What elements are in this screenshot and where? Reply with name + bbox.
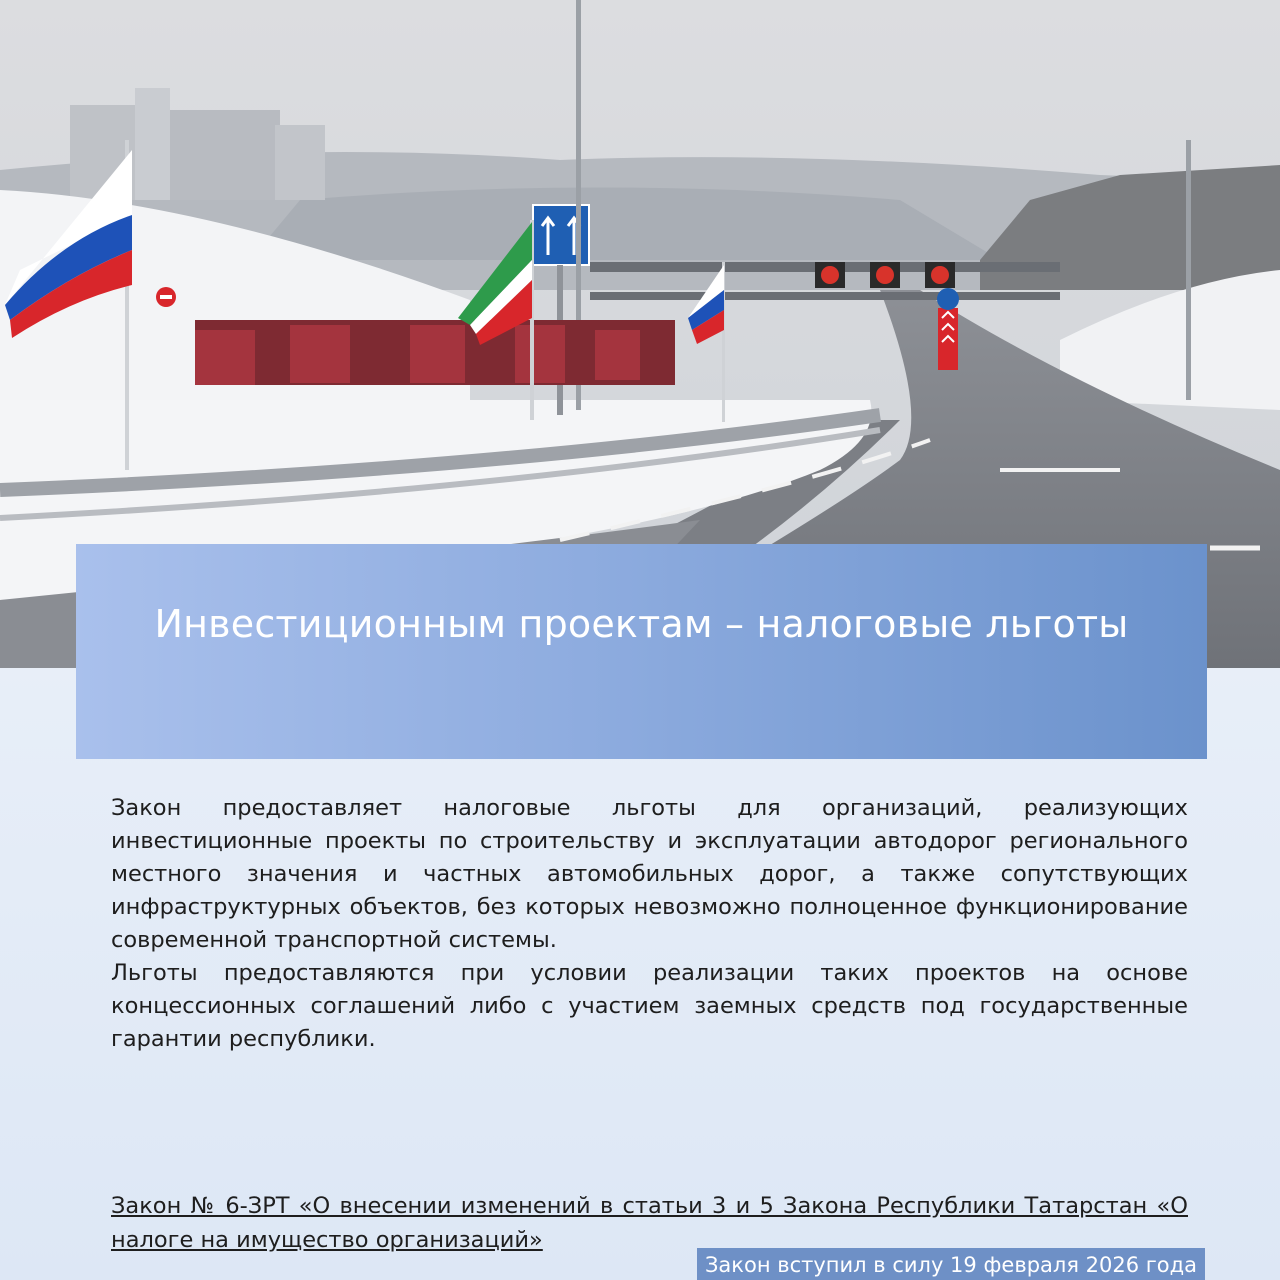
body-paragraph-2: Льготы предоставляются при условии реализации таких проектов на основе концессионных соглашений либо с участием заемных средств под государственные гарантии республики. [111, 960, 1188, 1052]
law-reference-link[interactable]: Закон № 6-ЗРТ «О внесении изменений в статьи 3 и 5 Закона Республики Татарстан «О налоге на имущество организаций» [111, 1193, 1188, 1253]
effective-date-badge: Закон вступил в силу 19 февраля 2026 года [697, 1248, 1205, 1280]
title-banner [76, 544, 1207, 759]
page-title: Инвестиционным проектам – налоговые льготы [154, 602, 1129, 646]
body-paragraph-1: Закон предоставляет налоговые льготы для организаций, реализующих инвестиционные проекты по строительству и эксплуатации автодорог регионального местного значения и частных автомобильных дорог, а также сопутствующих инфраструктурных объектов, без которых невозможно полноценное функционирование современной транспортной системы. [111, 795, 1188, 953]
article-body [111, 792, 1188, 1056]
